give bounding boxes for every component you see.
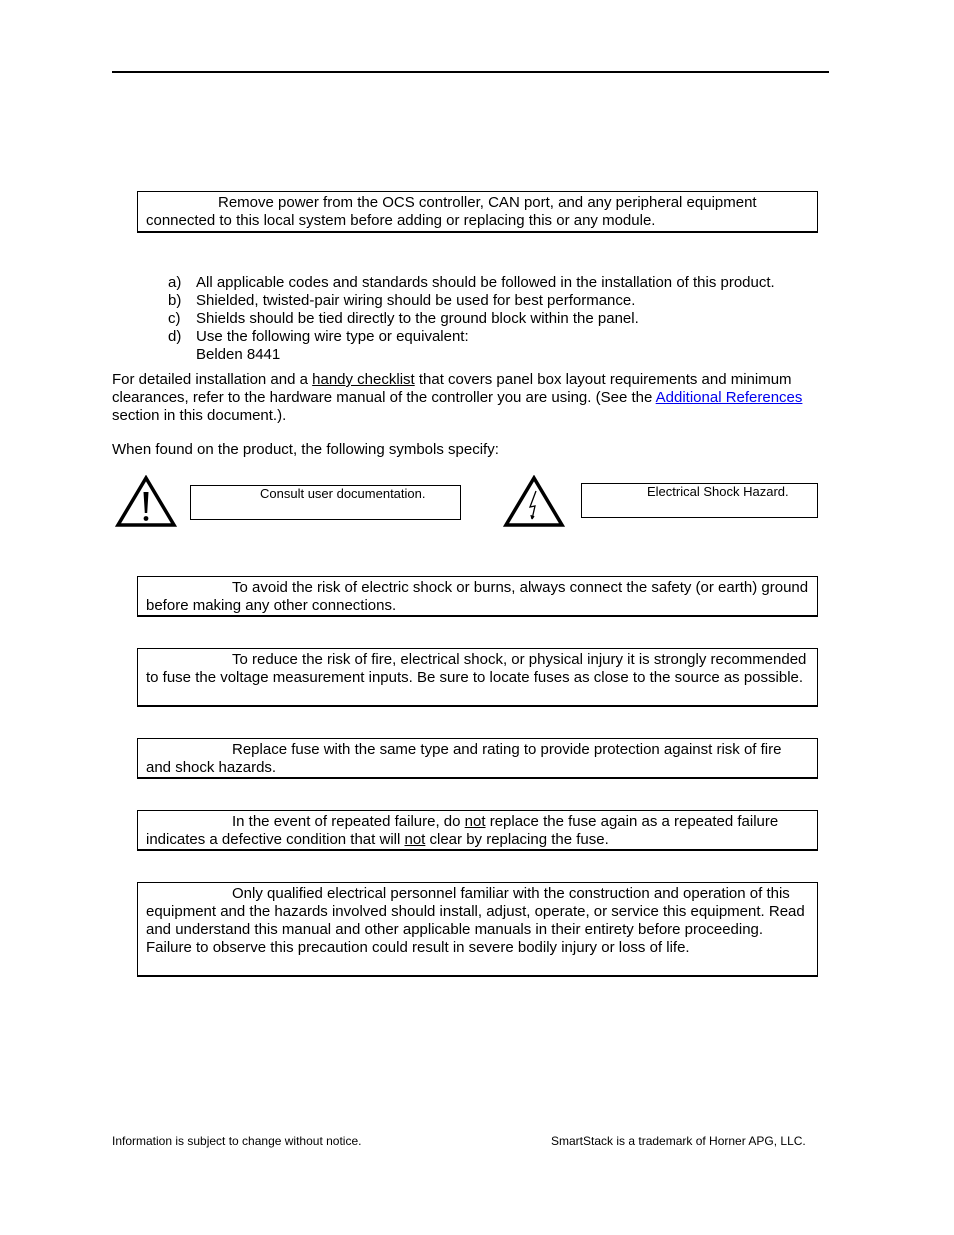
warning-replace-fuse-text: Replace fuse with the same type and rating to provide protection against risk of fire and shock hazards. [146, 741, 782, 776]
list-item: d) Use the following wire type or equivalent: Belden 8441 [168, 328, 469, 363]
list-item: b) Shielded, twisted-pair wiring should be used for best performance. [168, 292, 636, 309]
caution-power-text: Remove power from the OCS controller, CAN port, and any peripheral equipment connected to this local system before adding or replacing this or any module. [146, 194, 757, 229]
footer-left: Information is subject to change without notice. [112, 1134, 362, 1148]
electrical-shock-text: Electrical Shock Hazard. [647, 484, 789, 499]
warning-qualified-personnel-box [137, 882, 818, 977]
symbols-intro: When found on the product, the following symbols specify: [112, 441, 499, 458]
warning-ground-box [137, 576, 818, 617]
warning-ground-text: To avoid the risk of electric shock or burns, always connect the safety (or earth) ground before making any other connections. [146, 579, 809, 614]
list-item: c) Shields should be tied directly to the ground block within the panel. [168, 310, 639, 327]
warning-icon [115, 475, 177, 528]
consult-documentation-text: Consult user documentation. [260, 486, 426, 501]
wiring-list [168, 274, 775, 364]
warning-replace-fuse-box [137, 738, 818, 779]
list-item: a) All applicable codes and standards should be followed in the installation of this product. [168, 274, 775, 291]
header-rule [112, 71, 829, 73]
wire-type: Belden 8441 [196, 346, 281, 363]
electrical-shock-box [581, 483, 818, 518]
additional-references-link[interactable]: Additional References [655, 389, 803, 406]
footer-right: SmartStack is a trademark of Horner APG, LLC. [551, 1134, 806, 1148]
warning-fuse-inputs-text: To reduce the risk of fire, electrical shock, or physical injury it is strongly recommended to fuse the voltage measurement inputs. Be sure to locate fuses as close to the source as possible. [146, 651, 807, 686]
electrical-shock-icon [503, 475, 565, 528]
handy-checklist: handy checklist [312, 371, 415, 388]
warning-repeated-failure-box: In the event of repeated failure, do not replace the fuse again as a repeated failure indicates a defective condition that will not clear by replacing the fuse. [137, 810, 818, 851]
warning-fuse-inputs-box [137, 648, 818, 707]
warning-qualified-personnel-text: Only qualified electrical personnel familiar with the construction and operation of this equipment and the hazards involved should install, adjust, operate, or service this equipment. Read and understand this manual and other applicable manuals in their entirety before proceeding. Failure to observe this precaution could result in severe bodily injury or loss of life. [146, 885, 805, 956]
install-paragraph: For detailed installation and a handy checklist that covers panel box layout requirements and minimum clearances, refer to the hardware manual of the controller you are using. (See the Additional References section in this document.). [112, 371, 803, 424]
consult-documentation-box [190, 485, 461, 520]
caution-power-box [137, 191, 818, 233]
